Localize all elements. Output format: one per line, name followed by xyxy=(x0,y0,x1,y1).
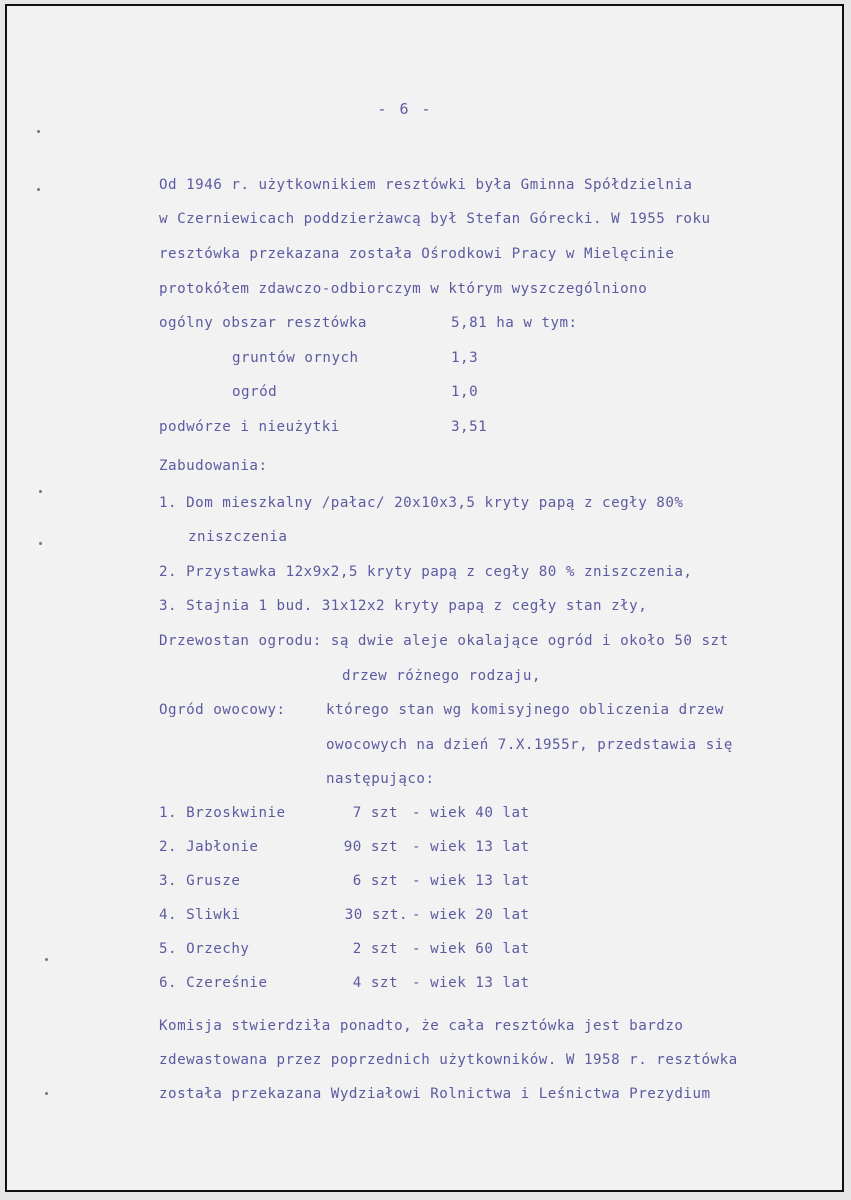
trees-line: drzew różnego rodzaju, xyxy=(342,668,541,684)
intro-line: resztówka przekazana została Ośrodkowi Pracy w Mielęcinie xyxy=(159,246,675,262)
trees-line: Drzewostan ogrodu: są dwie aleje okalające ogród i około 50 szt xyxy=(159,633,729,649)
orchard-item-count: 4 szt xyxy=(352,975,398,991)
orchard-item-age: - wiek 13 lat xyxy=(412,873,530,889)
orchard-item-name: 2. Jabłonie xyxy=(159,839,259,855)
scan-speck xyxy=(37,188,40,191)
orchard-item-count: 2 szt xyxy=(352,941,398,957)
building-item: 2. Przystawka 12x9x2,5 kryty papą z cegły 80 % zniszczenia, xyxy=(159,564,693,580)
area-value: 1,0 xyxy=(451,384,479,400)
closing-line: została przekazana Wydziałowi Rolnictwa i Leśnictwa Prezydium xyxy=(159,1086,711,1102)
building-item: 1. Dom mieszkalny /pałac/ 20x10x3,5 kryty papą z cegły 80% xyxy=(159,495,684,511)
orchard-item-age: - wiek 60 lat xyxy=(412,941,530,957)
intro-line: w Czerniewicach poddzierżawcą był Stefan Górecki. W 1955 roku xyxy=(159,211,711,227)
orchard-item-name: 1. Brzoskwinie xyxy=(159,805,286,821)
area-value: 5,81 ha w tym: xyxy=(451,315,578,331)
area-value: 1,3 xyxy=(451,350,479,366)
orchard-item-name: 5. Orzechy xyxy=(159,941,250,957)
building-item: 3. Stajnia 1 bud. 31x12x2 kryty papą z cegły stan zły, xyxy=(159,598,648,614)
orchard-item-age: - wiek 40 lat xyxy=(412,805,530,821)
scan-speck xyxy=(39,542,42,545)
orchard-item-name: 4. Sliwki xyxy=(159,907,241,923)
orchard-item-age: - wiek 20 lat xyxy=(412,907,530,923)
scan-speck xyxy=(39,490,42,493)
area-label: ogród xyxy=(232,384,278,400)
orchard-item-count: 90 szt xyxy=(343,839,398,855)
closing-line: Komisja stwierdziła ponadto, że cała resztówka jest bardzo xyxy=(159,1018,684,1034)
page-number: - 6 - xyxy=(377,100,433,118)
orchard-text: następująco: xyxy=(326,771,435,787)
orchard-item-name: 3. Grusze xyxy=(159,873,241,889)
orchard-item-count: 30 szt. xyxy=(344,907,408,923)
building-item-continuation: zniszczenia xyxy=(188,529,288,545)
orchard-text: którego stan wg komisyjnego obliczenia drzew xyxy=(326,702,724,718)
area-label: gruntów ornych xyxy=(232,350,359,366)
orchard-item-name: 6. Czereśnie xyxy=(159,975,268,991)
orchard-item-age: - wiek 13 lat xyxy=(412,839,530,855)
buildings-heading: Zabudowania: xyxy=(159,458,268,474)
intro-line: protokółem zdawczo-odbiorczym w którym wyszczególniono xyxy=(159,281,648,297)
closing-line: zdewastowana przez poprzednich użytkowników. W 1958 r. resztówka xyxy=(159,1052,738,1068)
area-value: 3,51 xyxy=(451,419,488,435)
orchard-item-count: 6 szt xyxy=(352,873,398,889)
orchard-item-age: - wiek 13 lat xyxy=(412,975,530,991)
scan-speck xyxy=(45,958,48,961)
orchard-item-count: 7 szt xyxy=(352,805,398,821)
area-label: podwórze i nieużytki xyxy=(159,419,340,435)
scan-speck xyxy=(45,1092,48,1095)
intro-line: Od 1946 r. użytkownikiem resztówki była Gminna Spółdzielnia xyxy=(159,177,693,193)
scan-speck xyxy=(37,130,40,133)
orchard-text: owocowych na dzień 7.X.1955r, przedstawia się xyxy=(326,737,733,753)
orchard-label: Ogród owocowy: xyxy=(159,702,286,718)
area-label: ogólny obszar resztówka xyxy=(159,315,367,331)
